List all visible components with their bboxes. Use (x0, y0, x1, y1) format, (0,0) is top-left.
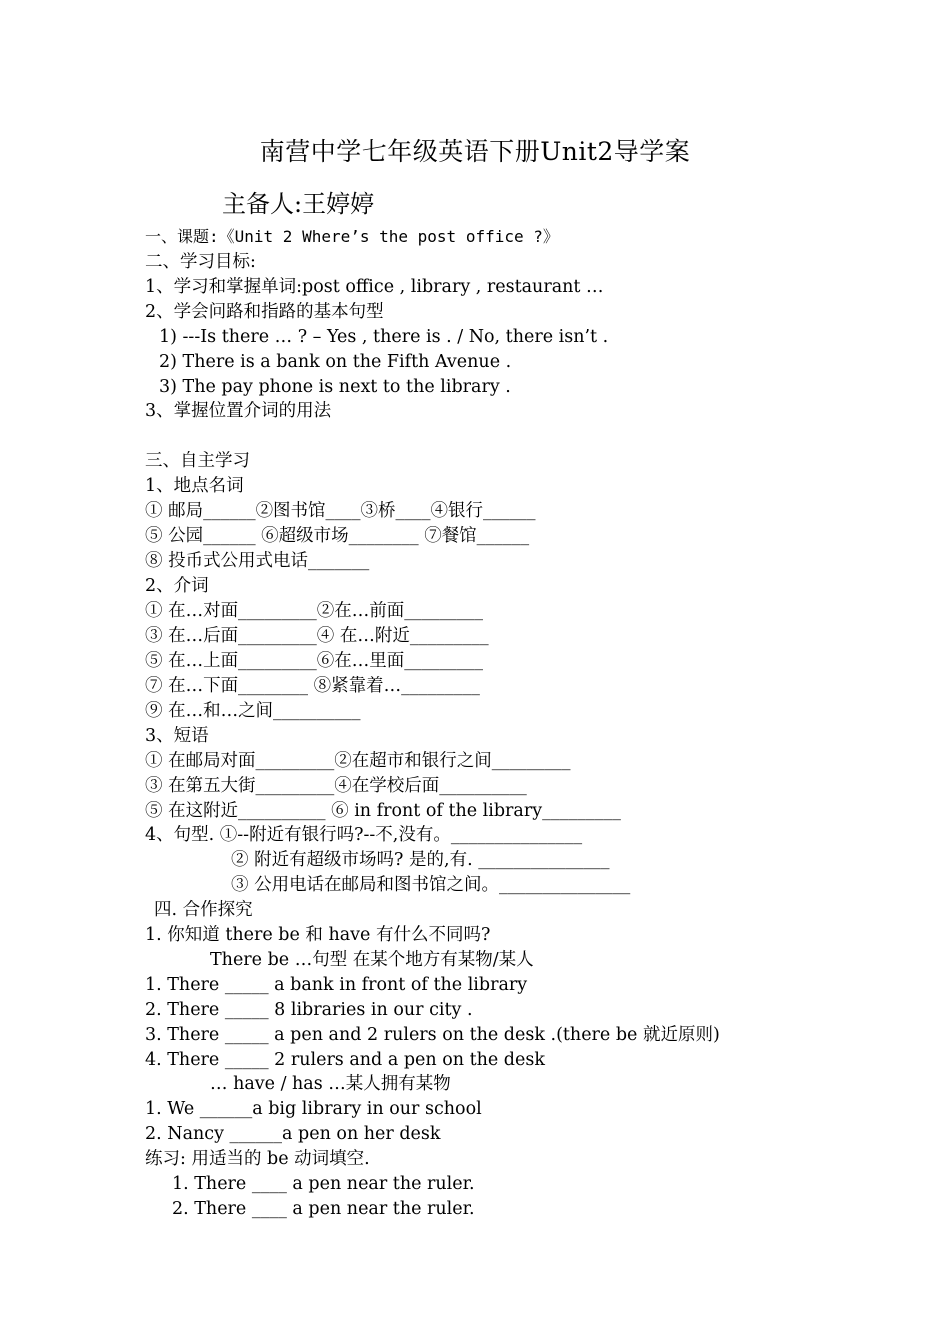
prepositions-row-3: ⑤ 在…上面_________⑥在…里面_________ (145, 651, 484, 671)
question-there-be-have: 1. 你知道 there be 和 have 有什么不同吗? (145, 925, 491, 945)
place-nouns-row-3: ⑧ 投币式公用式电话_______ (145, 551, 370, 571)
phrases-row-2: ③ 在第五大街_________④在学校后面__________ (145, 776, 527, 796)
cooperative-heading: 四. 合作探究 (154, 900, 253, 920)
phrases-row-3: ⑤ 在这附近__________ ⑥ in front of the library_________ (145, 801, 621, 821)
sentence-exercise-1: 4、句型. ①--附近有银行吗?--不,没有。_______________ (145, 825, 583, 845)
self-study-heading: 三、自主学习 (145, 451, 250, 471)
author-line: 主备人:王婷婷 (222, 190, 375, 218)
sentence-pattern-1: 1) ---Is there … ? – Yes , there is . / No, there isn’t . (159, 327, 609, 347)
there-be-explanation: There be …句型 在某个地方有某物/某人 (210, 950, 534, 970)
page-title: 南营中学七年级英语下册Unit2导学案 (259, 137, 691, 166)
sentence-pattern-2: 2) There is a bank on the Fifth Avenue . (159, 352, 512, 372)
prepositions-row-5: ⑨ 在…和…之间__________ (145, 701, 361, 721)
sentence-exercise-2: ② 附近有超级市场吗? 是的,有. _______________ (231, 850, 610, 870)
prepositions-row-4: ⑦ 在…下面________ ⑧紧靠着…_________ (145, 676, 480, 696)
practice-item-2: 2. There ____ a pen near the ruler. (172, 1199, 475, 1219)
sentence-pattern-3: 3) The pay phone is next to the library . (159, 377, 511, 397)
place-nouns-row-1: ① 邮局______②图书馆____③桥____④银行______ (145, 501, 536, 521)
place-nouns-heading: 1、地点名词 (145, 476, 244, 496)
there-be-exercise-1: 1. There _____ a bank in front of the library (145, 975, 528, 995)
there-be-exercise-2: 2. There _____ 8 libraries in our city . (145, 1000, 473, 1020)
phrases-heading: 3、短语 (145, 726, 209, 746)
practice-heading: 练习: 用适当的 be 动词填空. (145, 1149, 370, 1169)
have-exercise-2: 2. Nancy ______a pen on her desk (145, 1124, 441, 1144)
practice-item-1: 1. There ____ a pen near the ruler. (172, 1174, 475, 1194)
prepositions-row-2: ③ 在…后面_________④ 在…附近_________ (145, 626, 489, 646)
prepositions-heading: 2、介词 (145, 576, 209, 596)
objective-1: 1、学习和掌握单词:post office , library , restaurant … (145, 277, 604, 297)
lesson-topic: 一、课题:《Unit 2 Where’s the post office ?》 (145, 227, 559, 246)
sentence-exercise-3: ③ 公用电话在邮局和图书馆之间。_______________ (231, 875, 631, 895)
objective-3: 3、掌握位置介词的用法 (145, 401, 332, 421)
there-be-exercise-4: 4. There _____ 2 rulers and a pen on the desk (145, 1050, 545, 1070)
objective-2: 2、学会问路和指路的基本句型 (145, 302, 384, 322)
phrases-row-1: ① 在邮局对面_________②在超市和银行之间_________ (145, 751, 571, 771)
there-be-exercise-3: 3. There _____ a pen and 2 rulers on the desk .(there be 就近原则) (145, 1025, 720, 1045)
place-nouns-row-2: ⑤ 公园______ ⑥超级市场________ ⑦餐馆______ (145, 526, 530, 546)
objectives-heading: 二、学习目标: (145, 252, 256, 272)
have-exercise-1: 1. We ______a big library in our school (145, 1099, 482, 1119)
have-has-explanation: … have / has …某人拥有某物 (210, 1074, 451, 1094)
prepositions-row-1: ① 在…对面_________②在…前面_________ (145, 601, 484, 621)
